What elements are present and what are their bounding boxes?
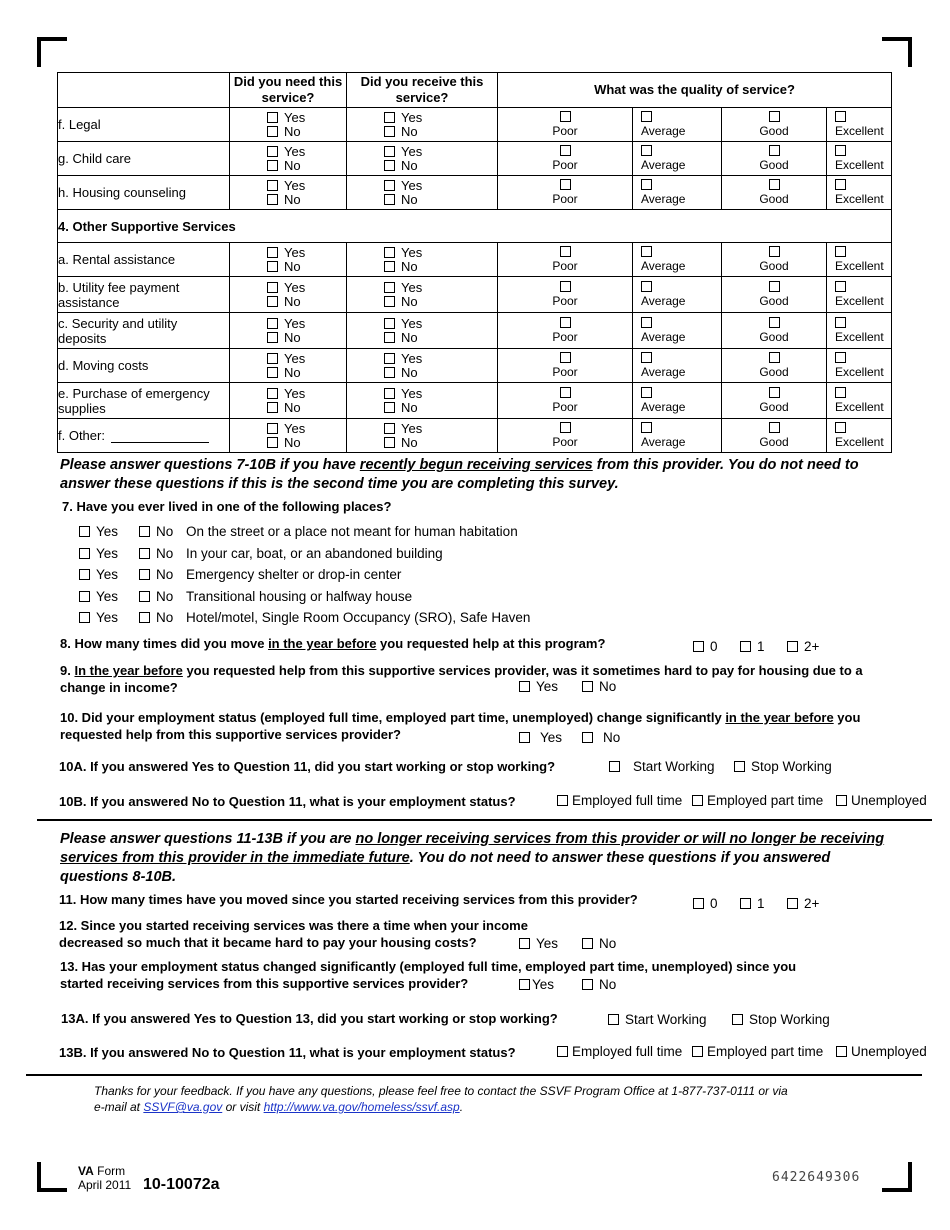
rating-good-checkbox[interactable] xyxy=(769,387,780,398)
rating-cell: Excellent xyxy=(827,383,892,419)
row-label: e. Purchase of emergency supplies xyxy=(58,383,230,419)
section-divider xyxy=(37,819,932,821)
table-row xyxy=(58,383,892,419)
q9-no[interactable]: No xyxy=(582,679,616,694)
q11-checkbox-1[interactable] xyxy=(740,898,751,909)
rating-cell: Poor xyxy=(498,313,633,349)
rating-excellent-checkbox[interactable] xyxy=(835,352,846,363)
place-no-checkbox[interactable] xyxy=(139,591,150,602)
need-cell: Yes No xyxy=(230,383,347,419)
rating-cell: Good xyxy=(722,313,827,349)
q10b-unemployed-checkbox[interactable] xyxy=(836,795,847,806)
rating-good-checkbox[interactable] xyxy=(769,352,780,363)
q13-yes-checkbox[interactable] xyxy=(519,979,530,990)
receive-no-checkbox[interactable] xyxy=(384,296,395,307)
q11-checkbox-2plus[interactable] xyxy=(787,898,798,909)
table-row xyxy=(58,313,892,349)
q11-option-2plus[interactable]: 2+ xyxy=(787,896,819,911)
rating-excellent-checkbox[interactable] xyxy=(835,246,846,257)
rating-cell: Poor xyxy=(498,176,633,210)
rating-average-checkbox[interactable] xyxy=(641,387,652,398)
need-cell: Yes No xyxy=(230,349,347,383)
rating-good-checkbox[interactable] xyxy=(769,145,780,156)
rating-excellent-checkbox[interactable] xyxy=(835,145,846,156)
q10b-full-time[interactable]: Employed full time xyxy=(557,793,682,808)
place-no-checkbox[interactable] xyxy=(139,612,150,623)
question-11: 11. How many times have you moved since you started receiving services from this provider? xyxy=(59,892,638,907)
need-yes-checkbox[interactable] xyxy=(267,247,278,258)
place-yes-checkbox[interactable] xyxy=(79,591,90,602)
q11-option-0[interactable]: 0 xyxy=(693,896,718,911)
receive-yes-checkbox[interactable] xyxy=(384,112,395,123)
q10a-stop-checkbox[interactable] xyxy=(734,761,745,772)
need-yes-checkbox[interactable] xyxy=(267,423,278,434)
place-row: Yes No Emergency shelter or drop-in center xyxy=(79,567,401,582)
q13a-stop-checkbox[interactable] xyxy=(732,1014,743,1025)
table-header-row xyxy=(58,73,892,108)
need-cell: Yes No xyxy=(230,277,347,313)
receive-cell: Yes No xyxy=(347,349,498,383)
receive-yes-checkbox[interactable] xyxy=(384,423,395,434)
place-no-checkbox[interactable] xyxy=(139,548,150,559)
corner-mark-top-right xyxy=(882,37,912,67)
rating-cell: Excellent xyxy=(827,419,892,453)
header-quality: What was the quality of service? xyxy=(498,73,892,108)
rating-cell: Good xyxy=(722,419,827,453)
need-yes-checkbox[interactable] xyxy=(267,180,278,191)
receive-no-checkbox[interactable] xyxy=(384,261,395,272)
rating-cell: Poor xyxy=(498,142,633,176)
rating-cell: Good xyxy=(722,383,827,419)
table-row xyxy=(58,176,892,210)
receive-cell: Yes No xyxy=(347,176,498,210)
rating-cell: Poor xyxy=(498,243,633,277)
need-no-checkbox[interactable] xyxy=(267,160,278,171)
rating-cell: Good xyxy=(722,349,827,383)
place-row: Yes No Hotel/motel, Single Room Occupancy (SRO), Safe Haven xyxy=(79,610,530,625)
rating-cell: Excellent xyxy=(827,176,892,210)
place-label: Transitional housing or halfway house xyxy=(186,588,413,604)
need-no-checkbox[interactable] xyxy=(267,261,278,272)
website-link[interactable]: http://www.va.gov/homeless/ssvf.asp xyxy=(263,1100,460,1114)
need-cell: Yes No xyxy=(230,243,347,277)
q10b-unemployed[interactable]: Unemployed xyxy=(836,793,927,808)
receive-no-checkbox[interactable] xyxy=(384,367,395,378)
place-row: Yes No In your car, boat, or an abandoned building xyxy=(79,546,443,561)
need-yes-checkbox[interactable] xyxy=(267,353,278,364)
row-label: b. Utility fee payment assistance xyxy=(58,277,230,313)
q13b-part-time[interactable]: Employed part time xyxy=(692,1044,823,1059)
instructions-recent: Please answer questions 7-10B if you have recently begun receiving services from this provider. You do not need to answer these questions if this is the second time you are completing this survey. xyxy=(60,457,859,492)
need-no-checkbox[interactable] xyxy=(267,402,278,413)
q10a-stop[interactable]: Stop Working xyxy=(734,759,832,774)
q13b-unemployed[interactable]: Unemployed xyxy=(836,1044,927,1059)
q13b-full-time[interactable]: Employed full time xyxy=(557,1044,682,1059)
q13b-unemployed-checkbox[interactable] xyxy=(836,1046,847,1057)
need-cell: Yes No xyxy=(230,142,347,176)
need-cell: Yes No xyxy=(230,419,347,453)
place-row: Yes No Transitional housing or halfway house xyxy=(79,589,412,604)
instructions-ending: Please answer questions 11-13B if you are no longer receiving services from this provider or will no longer be receiving services from this provider in the immediate future. You do not need to answer these questions if you answered questions 8-10B. xyxy=(60,831,885,885)
rating-average-checkbox[interactable] xyxy=(641,145,652,156)
receive-no-checkbox[interactable] xyxy=(384,332,395,343)
receive-cell: Yes No xyxy=(347,243,498,277)
rating-cell: Poor xyxy=(498,108,633,142)
rating-excellent-checkbox[interactable] xyxy=(835,179,846,190)
receive-no-checkbox[interactable] xyxy=(384,402,395,413)
q13b-part-time-checkbox[interactable] xyxy=(692,1046,703,1057)
rating-poor-checkbox[interactable] xyxy=(560,422,571,433)
need-no-checkbox[interactable] xyxy=(267,367,278,378)
receive-yes-checkbox[interactable] xyxy=(384,146,395,157)
receive-no-checkbox[interactable] xyxy=(384,126,395,137)
rating-cell: Average xyxy=(633,142,722,176)
table-row xyxy=(58,108,892,142)
need-yes-checkbox[interactable] xyxy=(267,318,278,329)
need-no-checkbox[interactable] xyxy=(267,437,278,448)
need-cell: Yes No xyxy=(230,313,347,349)
rating-cell: Poor xyxy=(498,277,633,313)
rating-cell: Average xyxy=(633,383,722,419)
rating-good-checkbox[interactable] xyxy=(769,422,780,433)
table-row xyxy=(58,419,892,453)
place-no-checkbox[interactable] xyxy=(139,526,150,537)
rating-good-checkbox[interactable] xyxy=(769,179,780,190)
q13a-start-checkbox[interactable] xyxy=(608,1014,619,1025)
row-label: c. Security and utility deposits xyxy=(58,313,230,349)
q13-no[interactable]: No xyxy=(582,977,616,992)
rating-excellent-checkbox[interactable] xyxy=(835,111,846,122)
rating-poor-checkbox[interactable] xyxy=(560,281,571,292)
question-7: 7. Have you ever lived in one of the following places? xyxy=(62,499,392,514)
place-no-checkbox[interactable] xyxy=(139,569,150,580)
q9-yes[interactable]: Yes xyxy=(519,679,558,694)
receive-no-checkbox[interactable] xyxy=(384,194,395,205)
need-no-checkbox[interactable] xyxy=(267,332,278,343)
receive-yes-checkbox[interactable] xyxy=(384,282,395,293)
rating-cell: Excellent xyxy=(827,277,892,313)
rating-poor-checkbox[interactable] xyxy=(560,179,571,190)
rating-cell: Average xyxy=(633,277,722,313)
receive-yes-checkbox[interactable] xyxy=(384,180,395,191)
question-8: 8. How many times did you move in the year before you requested help at this program? xyxy=(60,636,606,651)
rating-cell: Good xyxy=(722,243,827,277)
receive-cell: Yes No xyxy=(347,108,498,142)
table-row xyxy=(58,349,892,383)
rating-average-checkbox[interactable] xyxy=(641,281,652,292)
question-13: 13. Has your employment status changed significantly (employed full time, employed part time, unemployed) since you started receiving services from this supportive services provider? xyxy=(60,959,797,991)
place-yes-checkbox[interactable] xyxy=(79,569,90,580)
rating-cell: Average xyxy=(633,313,722,349)
need-no-checkbox[interactable] xyxy=(267,126,278,137)
footer-divider xyxy=(26,1074,922,1076)
need-cell: Yes No xyxy=(230,108,347,142)
header-need: Did you need this service? xyxy=(230,73,347,108)
rating-cell: Excellent xyxy=(827,142,892,176)
rating-cell: Good xyxy=(722,176,827,210)
rating-excellent-checkbox[interactable] xyxy=(835,422,846,433)
q10b-part-time[interactable]: Employed part time xyxy=(692,793,823,808)
email-link[interactable]: SSVF@va.gov xyxy=(143,1100,223,1114)
q13a-start[interactable]: Start Working xyxy=(608,1012,707,1027)
corner-mark-bottom-right xyxy=(882,1162,912,1192)
rating-excellent-checkbox[interactable] xyxy=(835,387,846,398)
rating-cell: Average xyxy=(633,419,722,453)
rating-cell: Poor xyxy=(498,383,633,419)
rating-cell: Good xyxy=(722,108,827,142)
place-row: Yes No On the street or a place not meant for human habitation xyxy=(79,524,518,539)
rating-average-checkbox[interactable] xyxy=(641,179,652,190)
q13-yes[interactable]: Yes xyxy=(519,977,554,992)
section-row xyxy=(58,210,892,243)
question-10a: 10A. If you answered Yes to Question 11, did you start working or stop working? xyxy=(59,759,556,774)
place-label: Emergency shelter or drop-in center xyxy=(186,567,402,582)
rating-average-checkbox[interactable] xyxy=(641,422,652,433)
q8-option-2plus[interactable]: 2+ xyxy=(787,639,819,654)
q8-option-1[interactable]: 1 xyxy=(740,639,765,654)
row-label: a. Rental assistance xyxy=(58,243,230,277)
receive-cell: Yes No xyxy=(347,383,498,419)
place-label: On the street or a place not meant for human habitation xyxy=(186,524,518,539)
rating-cell: Excellent xyxy=(827,243,892,277)
need-yes-checkbox[interactable] xyxy=(267,112,278,123)
rating-good-checkbox[interactable] xyxy=(769,317,780,328)
q8-checkbox-1[interactable] xyxy=(740,641,751,652)
rating-poor-checkbox[interactable] xyxy=(560,317,571,328)
rating-poor-checkbox[interactable] xyxy=(560,111,571,122)
rating-cell: Excellent xyxy=(827,108,892,142)
q10-no[interactable]: No xyxy=(582,730,620,745)
question-12: 12. Since you started receiving services was there a time when your income decreased so much that it became hard to pay your housing costs? xyxy=(59,918,528,950)
rating-average-checkbox[interactable] xyxy=(641,246,652,257)
rating-good-checkbox[interactable] xyxy=(769,246,780,257)
table-row xyxy=(58,277,892,313)
q10a-start-checkbox[interactable] xyxy=(609,761,620,772)
rating-average-checkbox[interactable] xyxy=(641,111,652,122)
row-label: d. Moving costs xyxy=(58,349,230,383)
corner-mark-bottom-left xyxy=(37,1162,67,1192)
q13a-stop[interactable]: Stop Working xyxy=(732,1012,830,1027)
need-yes-checkbox[interactable] xyxy=(267,282,278,293)
need-yes-checkbox[interactable] xyxy=(267,146,278,157)
table-row xyxy=(58,142,892,176)
q11-checkbox-0[interactable] xyxy=(693,898,704,909)
q12-yes-checkbox[interactable] xyxy=(519,938,530,949)
q13-no-checkbox[interactable] xyxy=(582,979,593,990)
receive-yes-checkbox[interactable] xyxy=(384,353,395,364)
need-no-checkbox[interactable] xyxy=(267,296,278,307)
rating-average-checkbox[interactable] xyxy=(641,317,652,328)
place-yes-checkbox[interactable] xyxy=(79,526,90,537)
rating-poor-checkbox[interactable] xyxy=(560,387,571,398)
rating-poor-checkbox[interactable] xyxy=(560,145,571,156)
rating-cell: Average xyxy=(633,108,722,142)
form-identifier: VA Form April 2011 xyxy=(78,1164,132,1192)
header-blank xyxy=(58,73,230,108)
row-label: f. Other: xyxy=(58,419,230,453)
row-label: f. Legal xyxy=(58,108,230,142)
other-text-line[interactable] xyxy=(111,442,209,443)
q10-no-checkbox[interactable] xyxy=(582,732,593,743)
q8-checkbox-2plus[interactable] xyxy=(787,641,798,652)
question-9: 9. In the year before you requested help from this supportive services provider, was it sometimes hard to pay for housing due to a change in income? xyxy=(60,663,863,695)
form-date: April 2011 xyxy=(78,1178,132,1192)
question-10: 10. Did your employment status (employed full time, employed part time, unemployed) change significantly in the year before you requested help from this supportive services provider? xyxy=(60,710,861,742)
place-label: In your car, boat, or an abandoned building xyxy=(186,545,443,561)
rating-cell: Poor xyxy=(498,349,633,383)
footer-note: Thanks for your feedback. If you have any questions, please feel free to contact the SSVF Program Office at 1-877-737-0111 or via e-mail at SSVF@va.gov or visit http://www.va.gov/homeless/ssvf.asp. xyxy=(94,1084,788,1114)
receive-cell: Yes No xyxy=(347,277,498,313)
q12-no-checkbox[interactable] xyxy=(582,938,593,949)
rating-good-checkbox[interactable] xyxy=(769,281,780,292)
q12-yes[interactable]: Yes xyxy=(519,936,558,951)
receive-no-checkbox[interactable] xyxy=(384,160,395,171)
need-no-checkbox[interactable] xyxy=(267,194,278,205)
rating-excellent-checkbox[interactable] xyxy=(835,281,846,292)
place-yes-checkbox[interactable] xyxy=(79,612,90,623)
q13b-full-time-checkbox[interactable] xyxy=(557,1046,568,1057)
row-label: h. Housing counseling xyxy=(58,176,230,210)
receive-cell: Yes No xyxy=(347,142,498,176)
place-yes-checkbox[interactable] xyxy=(79,548,90,559)
q10b-part-time-checkbox[interactable] xyxy=(692,795,703,806)
form-number: 10-10072a xyxy=(143,1176,220,1193)
q9-no-checkbox[interactable] xyxy=(582,681,593,692)
receive-cell: Yes No xyxy=(347,313,498,349)
q10b-full-time-checkbox[interactable] xyxy=(557,795,568,806)
need-cell: Yes No xyxy=(230,176,347,210)
receive-cell: Yes No xyxy=(347,419,498,453)
section-title: 4. Other Supportive Services xyxy=(58,210,892,243)
need-yes-checkbox[interactable] xyxy=(267,388,278,399)
rating-cell: Average xyxy=(633,176,722,210)
rating-poor-checkbox[interactable] xyxy=(560,352,571,363)
services-table xyxy=(57,72,892,453)
table-row xyxy=(58,243,892,277)
question-10b: 10B. If you answered No to Question 11, what is your employment status? xyxy=(59,794,516,809)
rating-cell: Poor xyxy=(498,419,633,453)
rating-excellent-checkbox[interactable] xyxy=(835,317,846,328)
service-rows-b xyxy=(58,243,892,453)
rating-cell: Excellent xyxy=(827,349,892,383)
service-rows-a xyxy=(58,108,892,210)
q10-yes[interactable]: Yes xyxy=(519,730,562,745)
rating-poor-checkbox[interactable] xyxy=(560,246,571,257)
rating-good-checkbox[interactable] xyxy=(769,111,780,122)
receive-no-checkbox[interactable] xyxy=(384,437,395,448)
place-label: Hotel/motel, Single Room Occupancy (SRO), Safe Haven xyxy=(186,610,531,625)
q8-option-0[interactable]: 0 xyxy=(693,639,718,654)
rating-cell: Good xyxy=(722,277,827,313)
corner-mark-top-left xyxy=(37,37,67,67)
row-label: g. Child care xyxy=(58,142,230,176)
rating-average-checkbox[interactable] xyxy=(641,352,652,363)
rating-cell: Good xyxy=(722,142,827,176)
question-13b: 13B. If you answered No to Question 11, what is your employment status? xyxy=(59,1045,516,1060)
form-barcode-number: 6422649306 xyxy=(772,1170,861,1185)
receive-yes-checkbox[interactable] xyxy=(384,388,395,399)
rating-cell: Average xyxy=(633,349,722,383)
question-13a: 13A. If you answered Yes to Question 13, did you start working or stop working? xyxy=(61,1011,558,1026)
q11-option-1[interactable]: 1 xyxy=(740,896,765,911)
q9-yes-checkbox[interactable] xyxy=(519,681,530,692)
q12-no[interactable]: No xyxy=(582,936,616,951)
receive-yes-checkbox[interactable] xyxy=(384,318,395,329)
q10-yes-checkbox[interactable] xyxy=(519,732,530,743)
q10a-start[interactable]: Start Working xyxy=(609,759,715,774)
header-receive: Did you receive this service? xyxy=(347,73,498,108)
receive-yes-checkbox[interactable] xyxy=(384,247,395,258)
q8-checkbox-0[interactable] xyxy=(693,641,704,652)
rating-cell: Average xyxy=(633,243,722,277)
rating-cell: Excellent xyxy=(827,313,892,349)
